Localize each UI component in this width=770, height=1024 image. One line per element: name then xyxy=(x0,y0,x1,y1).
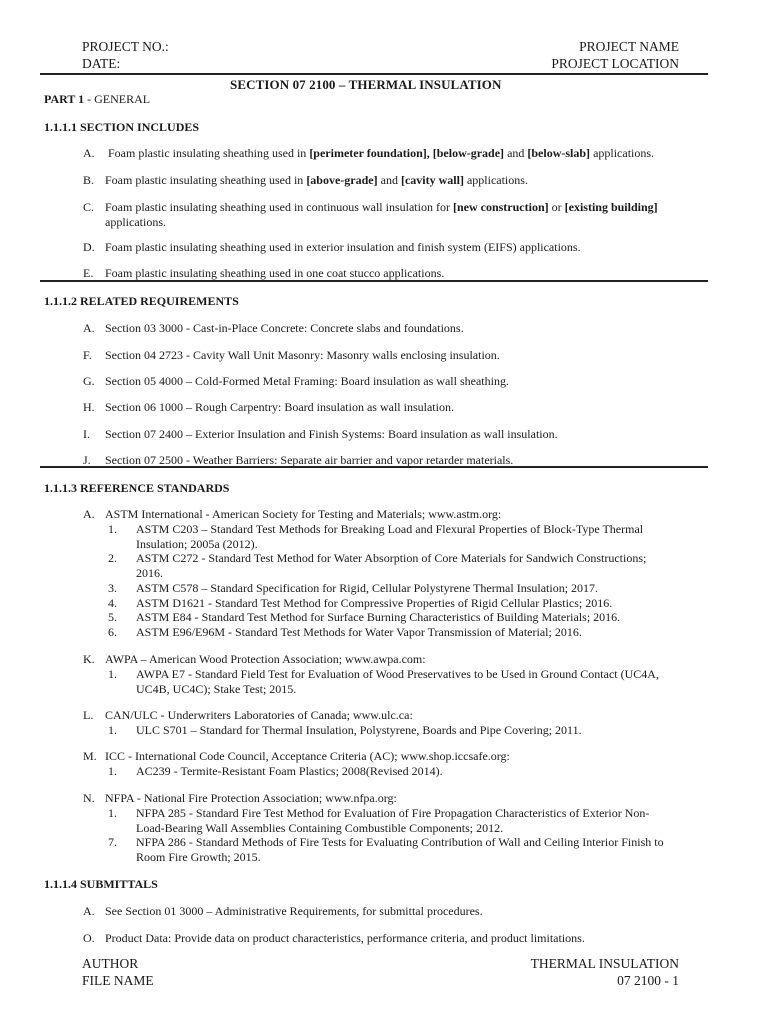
sub-item: 7. NFPA 286 - Standard Methods of Fire Tests for Evaluating Contribution of Wall and Ceiling Interior Finish to Room Fire Growth; 2015. xyxy=(108,835,664,864)
list-item: I. Section 07 2400 – Exterior Insulation and Finish Systems: Board insulation as wall insulation. xyxy=(83,427,558,441)
sub-item: 1. NFPA 285 - Standard Fire Test Method for Evaluation of Fire Propagation Characteristics of Exterior Non- Load-Bearing Wall Assemblies Containing Combustible Components; 2012. xyxy=(108,806,650,835)
list-item: K. AWPA – American Wood Protection Association; www.awpa.com: xyxy=(83,652,426,666)
part-heading xyxy=(44,92,150,107)
sub-item: 4. ASTM D1621 - Standard Test Method for Compressive Properties of Rigid Cellular Plastics; 2016. xyxy=(108,596,613,610)
sub-item: 1. AWPA E7 - Standard Field Test for Evaluation of Wood Preservatives to be Used in Ground Contact (UC4A, UC4B, UC4C); Stake Test; 2015. xyxy=(108,667,659,696)
date-label: DATE: xyxy=(82,56,121,71)
sub-item: 1. ULC S701 – Standard for Thermal Insulation, Polystyrene, Boards and Pipe Covering; 2011. xyxy=(108,723,582,737)
list-item: H. Section 06 1000 – Rough Carpentry: Board insulation as wall insulation. xyxy=(83,400,454,414)
list-item: L. CAN/ULC - Underwriters Laboratories of Canada; www.ulc.ca: xyxy=(83,708,413,722)
sub-item: 5. ASTM E84 - Standard Test Method for Surface Burning Characteristics of Building Materials; 2016. xyxy=(108,610,621,624)
reference-standards-heading: 1.1.1.3 REFERENCE STANDARDS xyxy=(44,481,230,495)
section-divider xyxy=(40,466,708,468)
footer-file-name: FILE NAME xyxy=(82,973,154,988)
sub-item: 1. AC239 - Termite-Resistant Foam Plastics; 2008(Revised 2014). xyxy=(108,764,443,778)
list-item: O. Product Data: Provide data on product characteristics, performance criteria, and product limitations. xyxy=(83,931,585,945)
section-divider xyxy=(40,280,708,282)
list-item: A. Section 03 3000 - Cast-in-Place Concrete: Concrete slabs and foundations. xyxy=(83,321,464,335)
list-item: A. ASTM International - American Society for Testing and Materials; www.astm.org: xyxy=(83,507,502,521)
list-item: A. See Section 01 3000 – Administrative Requirements, for submittal procedures. xyxy=(83,904,483,918)
sub-item: 6. ASTM E96/E96M - Standard Test Methods for Water Vapor Transmission of Material; 2016. xyxy=(108,625,582,639)
project-number-label: PROJECT NO.: xyxy=(82,39,169,54)
related-requirements-heading: 1.1.1.2 RELATED REQUIREMENTS xyxy=(44,294,239,308)
part-label: PART 1 xyxy=(44,92,85,106)
section-includes-heading: 1.1.1.1 SECTION INCLUDES xyxy=(44,120,200,134)
sub-item: 2. ASTM C272 - Standard Test Method for Water Absorption of Core Materials for Sandwich Constructions; 2016. xyxy=(108,551,647,580)
list-item: A. Foam plastic insulating sheathing used in [perimeter foundation], [below-grade] and [below-slab] applications. xyxy=(83,146,655,160)
list-item: B. Foam plastic insulating sheathing used in [above-grade] and [cavity wall] applications. xyxy=(83,173,528,187)
list-item: N. NFPA - National Fire Protection Association; www.nfpa.org: xyxy=(83,791,397,805)
list-item: D. Foam plastic insulating sheathing used in exterior insulation and finish system (EIFS) applications. xyxy=(83,240,581,254)
footer-page-number: 07 2100 - 1 xyxy=(617,973,679,988)
list-item: E. Foam plastic insulating sheathing used in one coat stucco applications. xyxy=(83,266,445,280)
header-rule xyxy=(40,73,708,75)
list-item: G. Section 05 4000 – Cold-Formed Metal Framing: Board insulation as wall sheathing. xyxy=(83,374,509,388)
list-item: M. ICC - International Code Council, Acceptance Criteria (AC); www.shop.iccsafe.org: xyxy=(83,749,510,763)
sub-item: 1. ASTM C203 – Standard Test Methods for Breaking Load and Flexural Properties of Block-Type Thermal Insulation; 2005a (2012). xyxy=(108,522,644,551)
list-item: F. Section 04 2723 - Cavity Wall Unit Masonry: Masonry walls enclosing insulation. xyxy=(83,348,500,362)
project-location-label: PROJECT LOCATION xyxy=(551,56,679,71)
list-item: J. Section 07 2500 - Weather Barriers: Separate air barrier and vapor retarder materials. xyxy=(83,453,514,467)
list-item: C. Foam plastic insulating sheathing used in continuous wall insulation for [new construction] or [existing building] applications. xyxy=(83,200,658,229)
part-name: - GENERAL xyxy=(87,92,151,106)
footer-document-title: THERMAL INSULATION xyxy=(530,956,679,971)
sub-item: 3. ASTM C578 – Standard Specification for Rigid, Cellular Polystyrene Thermal Insulation; 2017. xyxy=(108,581,599,595)
project-name-label: PROJECT NAME xyxy=(579,39,679,54)
submittals-heading: 1.1.1.4 SUBMITTALS xyxy=(44,877,158,891)
section-title: SECTION 07 2100 – THERMAL INSULATION xyxy=(230,77,502,92)
footer-author: AUTHOR xyxy=(82,956,139,971)
